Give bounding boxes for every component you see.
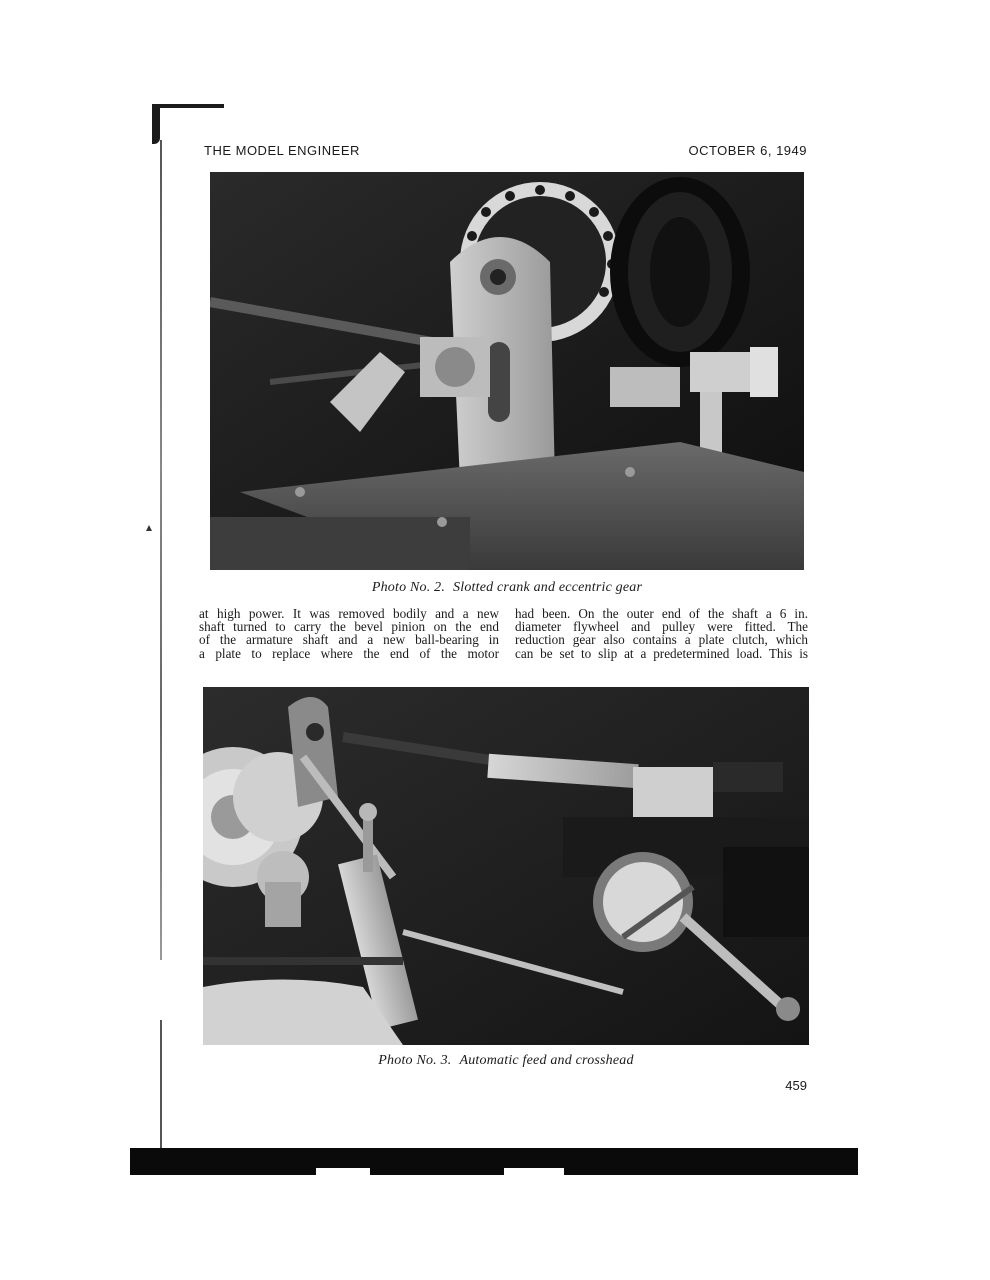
binding-edge-artifact: [152, 104, 160, 144]
body-line: of the armature shaft and a new ball-bearing in: [199, 632, 499, 648]
binding-edge-artifact: [160, 140, 162, 960]
running-header-publication: THE MODEL ENGINEER: [204, 143, 360, 158]
body-line: at high power. It was removed bodily and a new: [199, 606, 499, 621]
binding-edge-artifact: [152, 104, 224, 108]
scan-bottom-band: [504, 1168, 564, 1175]
body-line: shaft turned to carry the bevel pinion on the end: [199, 619, 499, 635]
binding-edge-artifact: [160, 1020, 162, 1150]
body-line: reduction gear also contains a plate clutch, which: [515, 632, 808, 648]
page-number: 459: [785, 1078, 807, 1093]
scan-bottom-band: [130, 1148, 858, 1175]
figure-caption: [210, 580, 804, 596]
body-line: diameter flywheel and pulley were fitted. The: [515, 619, 808, 635]
running-header-date: OCTOBER 6, 1949: [688, 143, 807, 158]
body-line: had been. On the outer end of the shaft a 6 in.: [515, 606, 808, 621]
caption-label: Photo No. 3.: [378, 1053, 452, 1068]
scan-bottom-band: [316, 1168, 370, 1175]
caption-label: Photo No. 2.: [371, 580, 446, 595]
body-line: can be set to slip at a predetermined load. This is: [515, 645, 808, 661]
body-column-right: [515, 607, 808, 660]
scan-mark: [145, 524, 153, 532]
caption-text: Slotted crank and eccentric gear: [453, 580, 643, 595]
body-line: a plate to replace where the end of the motor: [199, 645, 499, 661]
photo-automatic-feed: [203, 687, 809, 1045]
body-column-left: [199, 607, 499, 660]
figure-caption: [203, 1053, 809, 1069]
photo-slotted-crank: [210, 172, 804, 570]
caption-text: Automatic feed and crosshead: [459, 1053, 634, 1068]
